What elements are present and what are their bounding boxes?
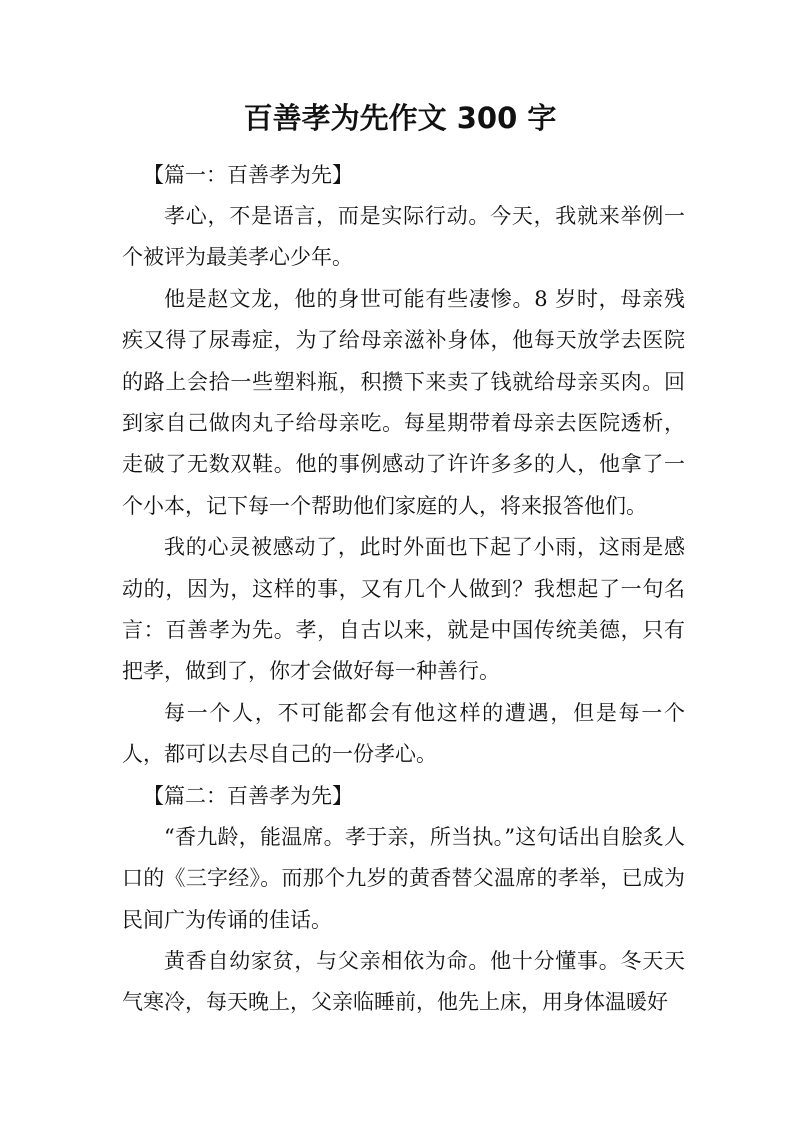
document-title: 百善孝为先作文 300 字 <box>243 101 557 135</box>
paragraph: 我的心灵被感动了，此时外面也下起了小雨，这雨是感动的，因为，这样的事，又有几个人做到？我想起了一句名言：百善孝为先。孝，自古以来，就是中国传统美德，只有把孝，做到了，你才会做好每一种善行。 <box>122 535 685 684</box>
paragraph: 他是赵文龙，他的身世可能有些凄惨。8 岁时，母亲残疾又得了尿毒症，为了给母亲滋补身体，他每天放学去医院的路上会拾一些塑料瓶，积攒下来卖了钱就给母亲买肉。回到家自己做肉丸子给母亲吃。每星期带着母亲去医院透析，走破了无数双鞋。他的事例感动了许许多多的人，他拿了一个小本，记下每一个帮助他们家庭的人，将来报答他们。 <box>122 286 685 518</box>
section-heading: 【篇二：百善孝为先】 <box>143 783 353 808</box>
paragraph: 每一个人，不可能都会有他这样的遭遇，但是每一个人，都可以去尽自己的一份孝心。 <box>122 700 685 767</box>
section-heading: 【篇一：百善孝为先】 <box>143 163 353 187</box>
paragraph: 孝心，不是语言，而是实际行动。今天，我就来举例一个被评为最美孝心少年。 <box>122 204 685 270</box>
paragraph: 黄香自幼家贫，与父亲相依为命。他十分懂事。冬天天气寒冷，每天晚上，父亲临睡前，他先上床，用身体温暖好 <box>122 948 685 1015</box>
document-body <box>122 155 685 1024</box>
paragraph: “香九龄，能温席。孝于亲，所当执。”这句话出自脍炙人口的《三字经》。而那个九岁的黄香替父温席的孝举，已成为民间广为传诵的佳话。 <box>122 824 685 932</box>
